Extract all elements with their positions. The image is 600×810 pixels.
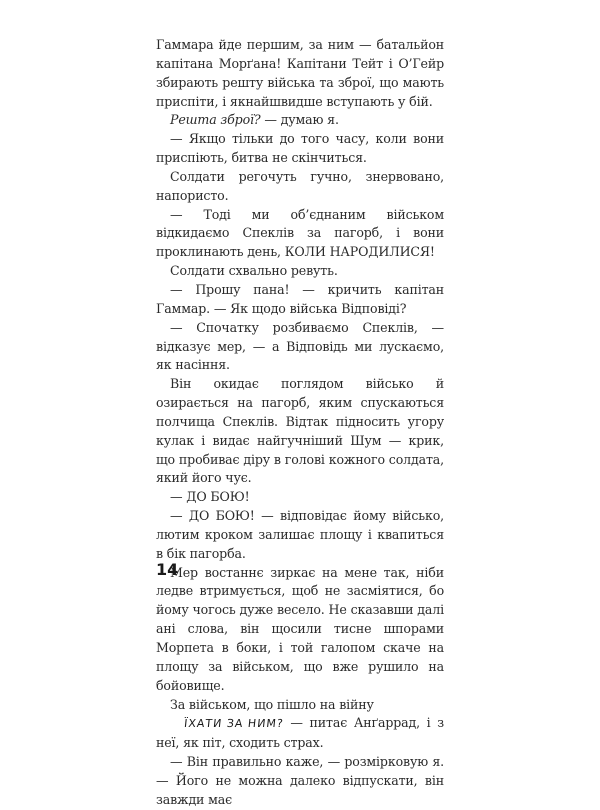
paragraph: — ДО БОЮ! — відповідає йому військо, лютим кроком залишає площу і квапиться в бік пагорба. (156, 508, 444, 561)
book-page-text (156, 36, 444, 810)
paragraph (156, 714, 444, 753)
paragraph: Солдати схвально ревуть. (170, 263, 338, 279)
paragraph: Мер востаннє зиркає на мене так, ніби ледве втримується, щоб не засміятися, бо йому чогось дуже весело. Не сказавши далі ані слова, він щосили тисне шпорами Морпета в боки, і той галопом скаче на площу за військом, що вже рушило на бойовище. (156, 564, 444, 693)
paragraph: — Тоді ми об’єднаним військом відкидаємо Спеклів за пагорб, і вони проклинають день, КОЛИ НАРОДИЛИСЯ! (156, 206, 444, 260)
paragraph-text: — питає Анґаррад, і з неї, як піт, сходить страх. (156, 715, 444, 751)
paragraph (156, 111, 444, 130)
paragraph-text: — думаю я. (260, 112, 339, 128)
section-heading: За військом, що пішло на війну (170, 696, 374, 712)
paragraph: Солдати регочуть гучно, знервовано, напористо. (156, 168, 444, 203)
handwritten-noise-text: ЇХАТИ ЗА НИМ? (183, 717, 285, 731)
paragraph: Він окидає поглядом військо й озирається на пагорб, яким спускаються полчища Спеклів. Відтак підносить угору кулак і видає найгучніший Шум — крик, що пробиває діру в голові кожного солдата, який його чує. (156, 376, 444, 486)
paragraph: — Він правильно каже, — розмірковую я. — Його не можна далеко відпускати, він завжди має (156, 754, 444, 807)
paragraph: — Прошу пана! — кричить капітан Гаммар. — Як щодо війська Відповіді? (156, 281, 444, 316)
paragraph: — ДО БОЮ! (170, 489, 250, 505)
italic-thought: Решта зброї? (170, 112, 261, 128)
paragraph: Гаммара йде першим, за ним — батальйон капітана Морґана! Капітани Тейт і О’Гейр збирають решту війська та зброї, що мають приспіти, і якнайшвидше вступають у бій. (156, 37, 444, 109)
page-number: 14 (156, 560, 179, 579)
paragraph: — Спочатку розбиваємо Спеклів, — відказує мер, — а Відповідь ми лускаємо, як насіння. (156, 319, 444, 373)
paragraph: — Якщо тільки до того часу, коли вони приспіють, битва не скінчиться. (156, 131, 444, 166)
